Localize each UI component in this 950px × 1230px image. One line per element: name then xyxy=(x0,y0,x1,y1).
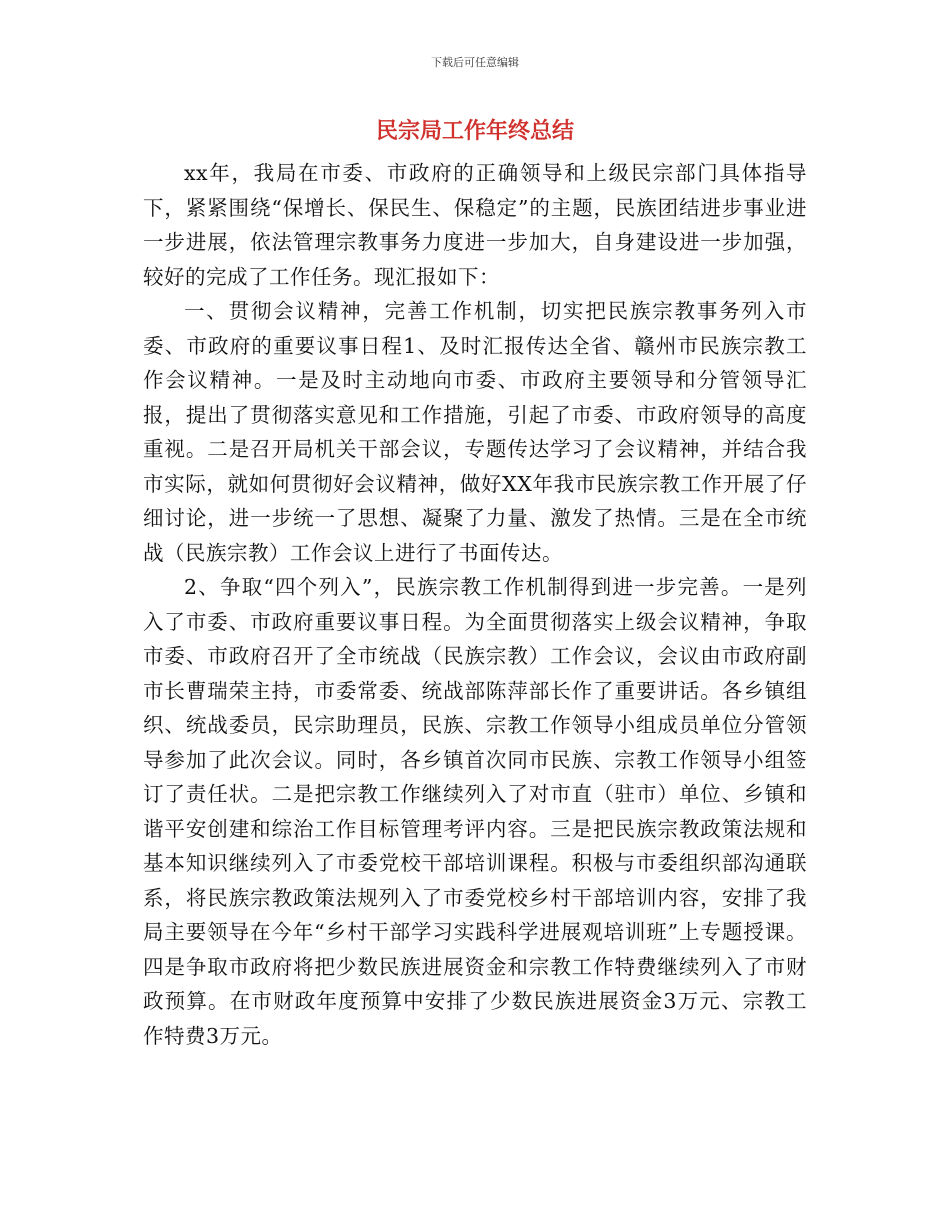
document-title: 民宗局工作年终总结 xyxy=(375,119,574,144)
header-note: 下载后可任意编辑 xyxy=(431,56,519,69)
document-body xyxy=(143,156,807,1053)
paragraph-intro: xx年，我局在市委、市政府的正确领导和上级民宗部门具体指导下，紧紧围绕“保增长、保民生、保稳定”的主题，民族团结进步事业进一步进展，依法管理宗教事务力度进一步加大，自身建设进一步加强，较好的完成了工作任务。现汇报如下： xyxy=(143,161,807,289)
paragraph-section-1: 一、贯彻会议精神，完善工作机制，切实把民族宗教事务列入市委、市政府的重要议事日程1、及时汇报传达全省、赣州市民族宗教工作会议精神。一是及时主动地向市委、市政府主要领导和分管领导汇报，提出了贯彻落实意见和工作措施，引起了市委、市政府领导的高度重视。二是召开局机关干部会议，专题传达学习了会议精神，并结合我市实际，就如何贯彻好会议精神，做好XX年我市民族宗教工作开展了仔细讨论，进一步统一了思想、凝聚了力量、激发了热情。三是在全市统战（民族宗教）工作会议上进行了书面传达。 xyxy=(143,299,807,565)
paragraph-section-2: 2、争取“四个列入”，民族宗教工作机制得到进一步完善。一是列入了市委、市政府重要议事日程。为全面贯彻落实上级会议精神，争取市委、市政府召开了全市统战（民族宗教）工作会议，会议由市政府副市长曹瑞荣主持，市委常委、统战部陈萍部长作了重要讲话。各乡镇组织、统战委员，民宗助理员，民族、宗教工作领导小组成员单位分管领导参加了此次会议。同时，各乡镇首次同市民族、宗教工作领导小组签订了责任状。二是把宗教工作继续列入了对市直（驻市）单位、乡镇和谐平安创建和综治工作目标管理考评内容。三是把民族宗教政策法规和基本知识继续列入了市委党校干部培训课程。积极与市委组织部沟通联系，将民族宗教政策法规列入了市委党校乡村干部培训内容，安排了我局主要领导在今年“乡村干部学习实践科学进展观培训班”上专题授课。四是争取市政府将把少数民族进展资金和宗教工作特费继续列入了市财政预算。在市财政年度预算中安排了少数民族进展资金3万元、宗教工作特费3万元。 xyxy=(143,575,807,1048)
